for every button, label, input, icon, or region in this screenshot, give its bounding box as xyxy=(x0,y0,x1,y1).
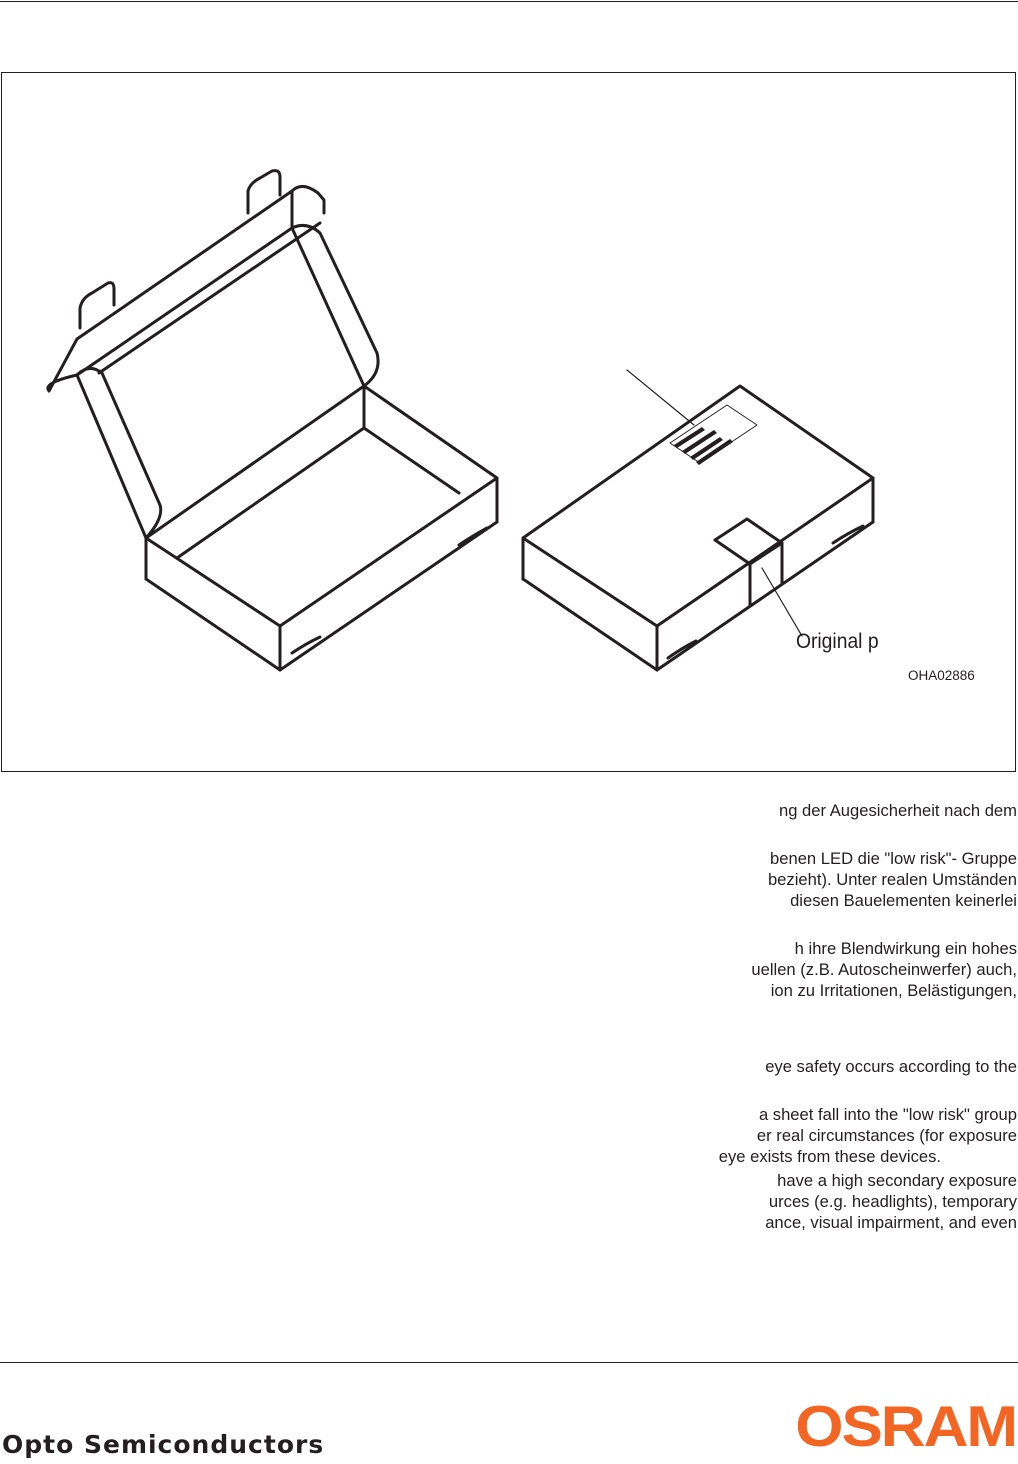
text-line: a sheet fall into the "low risk" group xyxy=(758,1105,1017,1124)
text-line: er real circumstances (for exposure xyxy=(756,1126,1017,1145)
paragraph-6 xyxy=(657,1170,1017,1233)
text-line: eye safety occurs according to the xyxy=(765,1057,1017,1076)
text-line: have a high secondary exposure xyxy=(777,1171,1017,1190)
packing-drawing xyxy=(2,73,1017,773)
paragraph-2 xyxy=(657,848,1017,911)
text-line: bezieht). Unter realen Umständen xyxy=(767,870,1017,889)
text-line: urces (e.g. headlights), temporary xyxy=(768,1192,1017,1211)
text-line: ng der Augesicherheit nach dem xyxy=(778,801,1017,820)
text-line: eye exists from these devices. xyxy=(718,1147,941,1166)
paragraph-4 xyxy=(657,1056,1017,1077)
figure-code: OHA02886 xyxy=(908,668,975,683)
text-line: ance, visual impairment, and even xyxy=(765,1213,1017,1232)
text-line: benen LED die "low risk"- Gruppe xyxy=(770,849,1017,868)
text-line: uellen (z.B. Autoscheinwerfer) auch, xyxy=(751,960,1017,979)
text-line: h ihre Blendwirkung ein hohes xyxy=(794,939,1017,958)
packing-figure xyxy=(1,72,1016,772)
footer-rule xyxy=(0,1362,1018,1363)
paragraph-1 xyxy=(657,800,1017,821)
osram-logo: OSRAM xyxy=(795,1395,1016,1459)
text-line: diesen Bauelementen keinerlei xyxy=(790,891,1017,910)
top-rule xyxy=(0,1,1018,2)
paragraph-5 xyxy=(657,1104,1017,1167)
open-box xyxy=(48,171,497,670)
division-name: Opto Semiconductors xyxy=(2,1430,325,1459)
closed-box xyxy=(523,370,873,670)
text-line: ion zu Irritationen, Belästigungen, xyxy=(770,981,1017,1000)
paragraph-3 xyxy=(657,938,1017,1001)
original-packing-callout: Original p xyxy=(795,630,879,654)
